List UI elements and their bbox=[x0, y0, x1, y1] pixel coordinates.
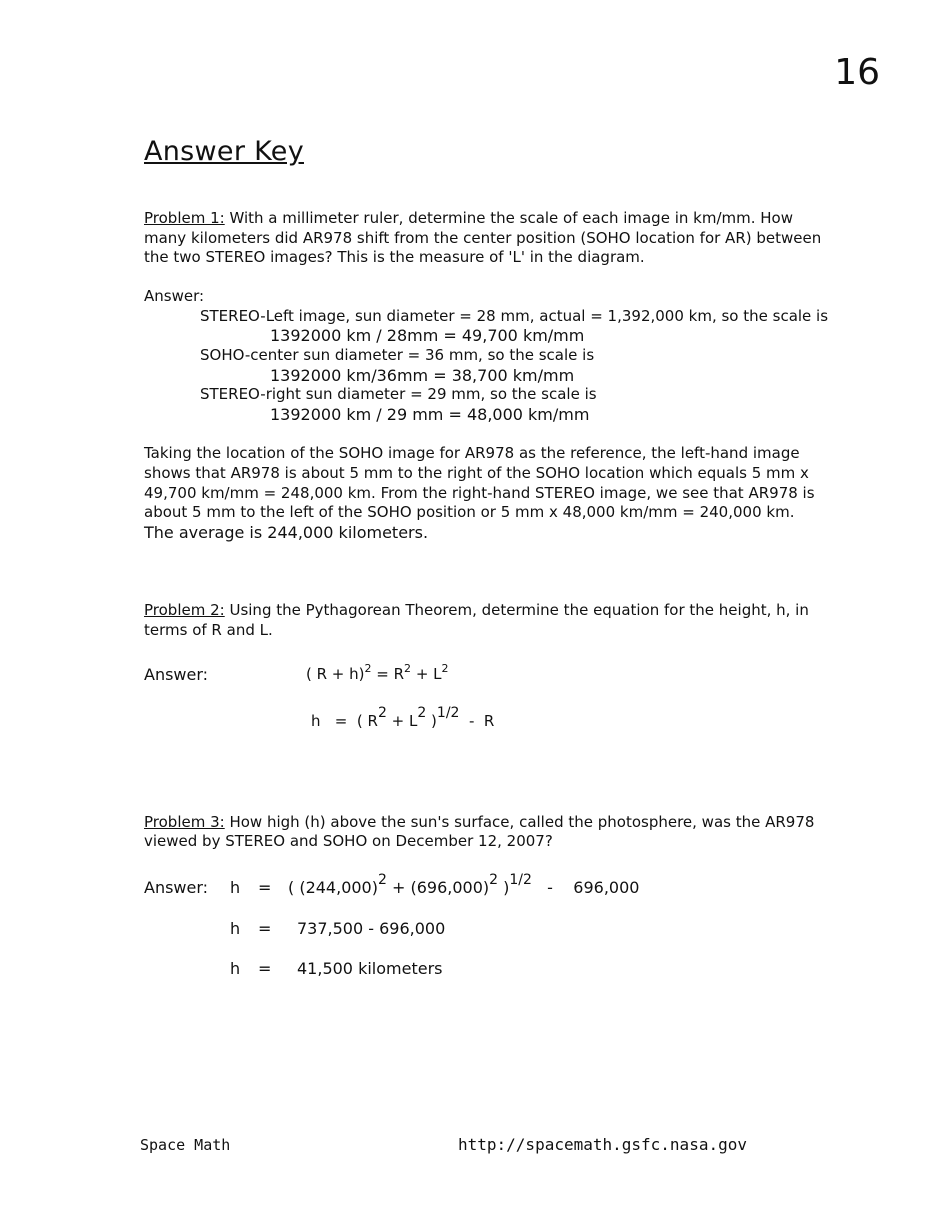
eq-part: h = ( R bbox=[311, 712, 378, 730]
page-number: 16 bbox=[834, 52, 880, 93]
answer-line-5: STEREO-right sun diameter = 29 mm, so the scale is bbox=[200, 385, 597, 403]
problem-2-question-line-1 bbox=[144, 601, 809, 621]
explanation-line-5: The average is 244,000 kilometers. bbox=[144, 523, 429, 542]
problem-2-equation-2 bbox=[311, 704, 495, 732]
problem-3-eq1-equals: = bbox=[258, 878, 272, 897]
problem-3-eq3-h: h bbox=[230, 959, 241, 978]
problem-2-answer-label: Answer: bbox=[144, 665, 209, 684]
problem-3-answer-label: Answer: bbox=[144, 878, 209, 897]
eq-exponent: 1/2 bbox=[436, 704, 460, 721]
problem-2-text: Using the Pythagorean Theorem, determine the equation for the height, h, in bbox=[224, 601, 809, 619]
problem-3-question-line-1 bbox=[144, 813, 814, 833]
eq-exponent: 2 bbox=[489, 871, 499, 888]
answer-line-1: STEREO-Left image, sun diameter = 28 mm, actual = 1,392,000 km, so the scale is bbox=[200, 307, 829, 325]
problem-1-label: Problem 1: bbox=[144, 209, 225, 227]
eq-part: - 696,000 bbox=[531, 878, 640, 897]
eq-part: = R bbox=[371, 665, 405, 683]
problem-2-equation-1 bbox=[306, 661, 449, 685]
problem-1-text: With a millimeter ruler, determine the scale of each image in km/mm. How many kilometers did AR978 shift from the center position (SOHO location for AR) between the two STEREO images? This is the measure of 'L' in the diagram. bbox=[144, 209, 822, 266]
problem-3-eq1-h: h bbox=[230, 878, 241, 897]
problem-3-eq2-h: h bbox=[230, 919, 241, 938]
explanation-line-4: about 5 mm to the left of the SOHO position or 5 mm x 48,000 km/mm = 240,000 km. bbox=[144, 503, 795, 521]
answer-line-2: 1392000 km / 28mm = 49,700 km/mm bbox=[270, 326, 585, 345]
problem-3-eq2-value: 737,500 - 696,000 bbox=[297, 919, 446, 938]
eq-exponent: 1/2 bbox=[509, 871, 532, 888]
eq-exponent: 2 bbox=[364, 661, 372, 675]
eq-part: + L bbox=[386, 712, 418, 730]
eq-part: + L bbox=[411, 665, 442, 683]
explanation-line-1: Taking the location of the SOHO image for AR978 as the reference, the left-hand image bbox=[144, 444, 800, 462]
problem-3-question-line-2: viewed by STEREO and SOHO on December 12, 2007? bbox=[144, 832, 553, 850]
eq-part: - R bbox=[459, 712, 495, 730]
answer-line-6: 1392000 km / 29 mm = 48,000 km/mm bbox=[270, 405, 590, 424]
page-title: Answer Key bbox=[144, 136, 304, 167]
explanation-line-3: 49,700 km/mm = 248,000 km. From the right-hand STEREO image, we see that AR978 is bbox=[144, 484, 815, 502]
problem-3-eq3-value: 41,500 kilometers bbox=[297, 959, 443, 978]
answer-line-3: SOHO-center sun diameter = 36 mm, so the scale is bbox=[200, 346, 595, 364]
eq-part: ( R + h) bbox=[306, 665, 365, 683]
eq-part: ( (244,000) bbox=[288, 878, 378, 897]
problem-3-text: How high (h) above the sun's surface, called the photosphere, was the AR978 bbox=[224, 813, 815, 831]
problem-3-eq3-equals: = bbox=[258, 959, 272, 978]
eq-exponent: 2 bbox=[417, 704, 427, 721]
problem-1-question bbox=[144, 209, 834, 268]
problem-2-question-line-2: terms of R and L. bbox=[144, 621, 273, 639]
eq-part: ) bbox=[498, 878, 510, 897]
answer-line-4: 1392000 km/36mm = 38,700 km/mm bbox=[270, 366, 575, 385]
problem-3-label: Problem 3: bbox=[144, 813, 225, 831]
eq-exponent: 2 bbox=[377, 871, 387, 888]
problem-3-equation-1 bbox=[288, 871, 640, 898]
problem-3-eq2-equals: = bbox=[258, 919, 272, 938]
explanation-line-2: shows that AR978 is about 5 mm to the right of the SOHO location which equals 5 mm x bbox=[144, 464, 809, 482]
footer-url[interactable]: http://spacemath.gsfc.nasa.gov bbox=[458, 1135, 747, 1154]
footer-source: Space Math bbox=[140, 1136, 231, 1154]
eq-exponent: 2 bbox=[441, 661, 449, 675]
eq-exponent: 2 bbox=[404, 661, 412, 675]
eq-part: ) bbox=[426, 712, 437, 730]
problem-1-answer-label: Answer: bbox=[144, 287, 205, 305]
problem-2-label: Problem 2: bbox=[144, 601, 225, 619]
eq-part: + (696,000) bbox=[386, 878, 490, 897]
eq-exponent: 2 bbox=[377, 704, 387, 721]
